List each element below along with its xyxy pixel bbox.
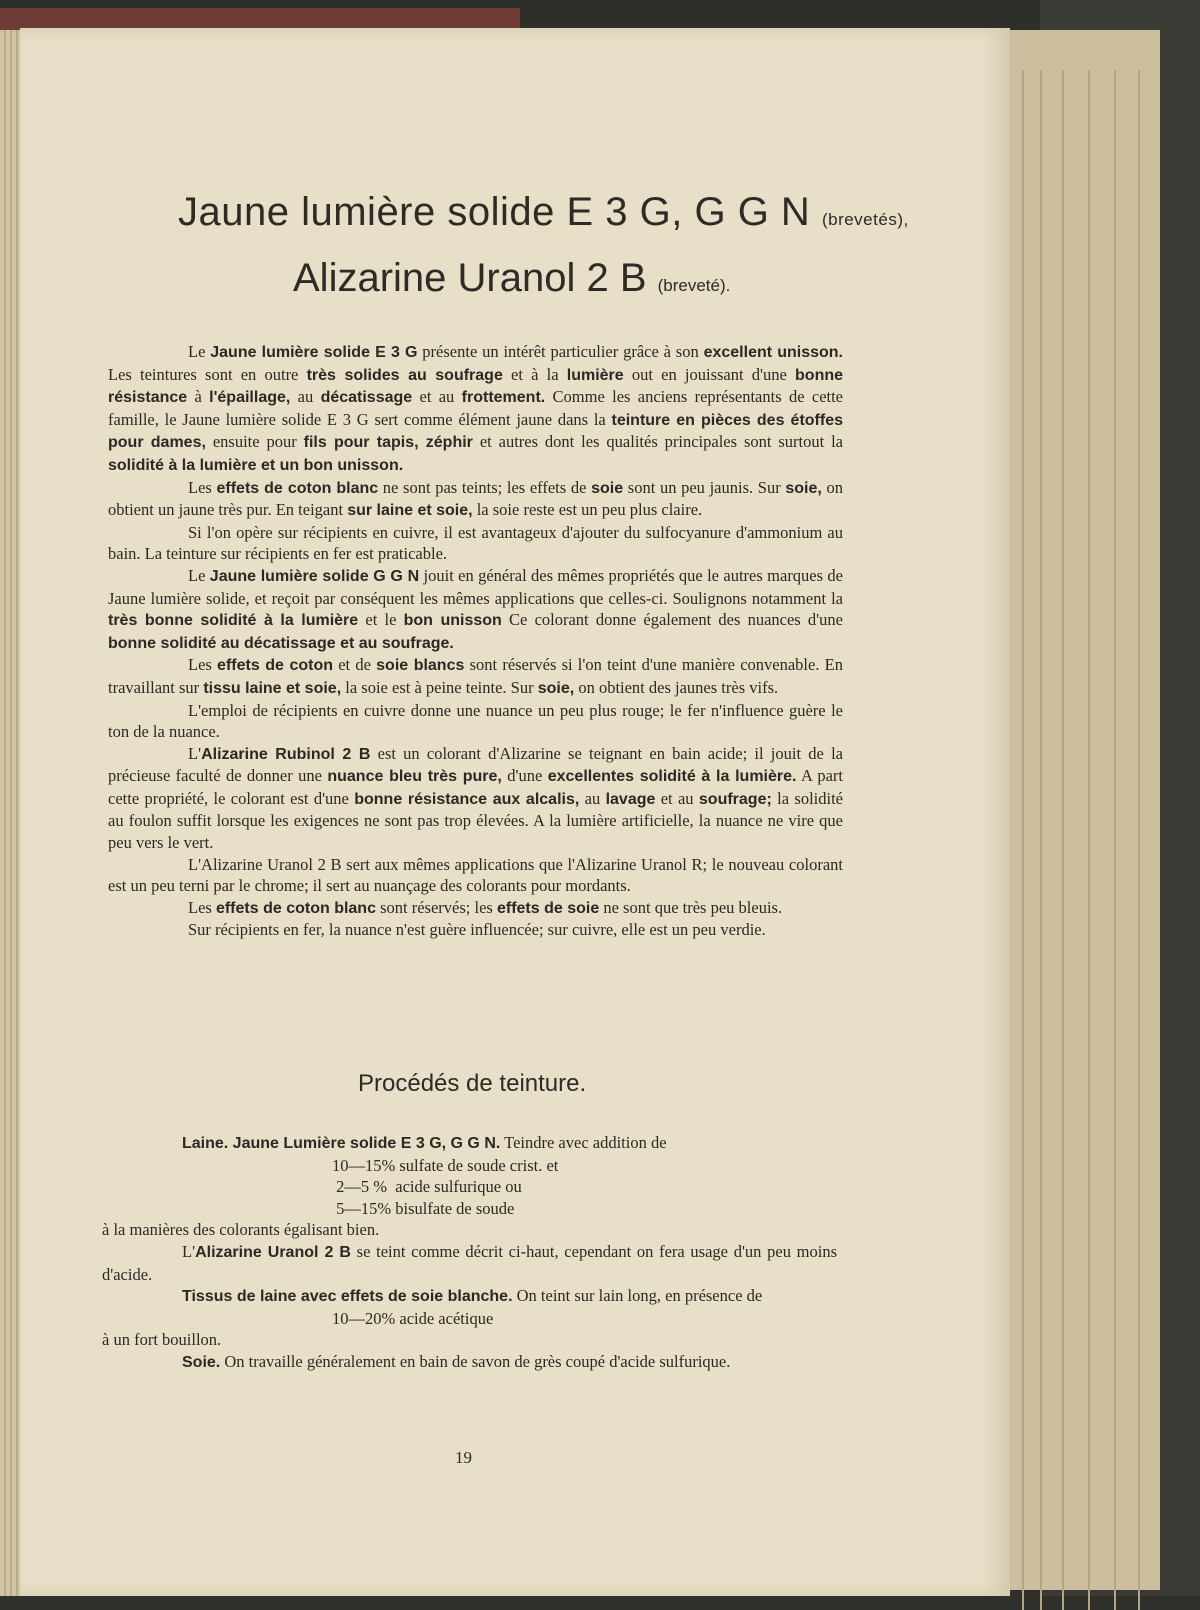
text-run: Ce colorant donne également des nuances d'une [501,610,843,630]
bold-phrase: Alizarine Rubinol 2 B [201,745,371,763]
text-run: sont un peu jaunis. Sur [623,477,786,497]
paragraph [108,565,843,654]
page-stack [1010,30,1160,1590]
title-line-1 [178,190,909,235]
bold-phrase: lumière [566,366,624,384]
recipe-line: 10—15% sulfate de soude crist. et [332,1155,559,1175]
text-run: au [290,387,321,407]
text-run: Les [188,655,218,675]
bold-phrase: excellentes solidité à la lumière. [547,768,797,786]
text-run: et de [333,655,377,675]
bold-phrase: effets de coton blanc [215,899,376,917]
title-main: Alizarine Uranol 2 B [293,256,647,300]
paragraph [102,1132,837,1155]
bold-phrase: frottement. [461,389,546,407]
bold-phrase: fils pour tapis, zéphir [303,434,473,452]
text-run: et à la [502,364,567,384]
text-run: au [579,788,606,808]
text-run: Si l'on opère sur récipients en cuivre, il est avantageux d'ajouter du sulfocyanure d'ammonium au bain. La teinture sur récipients en fer est praticable. [108,522,843,564]
paragraph: à la manières des colorants égalisant bien. [102,1220,380,1240]
paragraph [108,654,843,699]
text-run: présente un intérêt particulier grâce à son [417,342,704,361]
text-run: jouit en général des mêmes propriétés que le autres marques de Jaune lumière solide, et reçoit par conséquent les mêmes applications que celles-ci. Soulignons notamment la [108,565,844,608]
text-run: la soie reste est un peu plus claire. [472,500,703,520]
text-run: L' [182,1241,196,1261]
paragraph [108,341,843,477]
bold-phrase: Soie. [182,1353,221,1371]
bold-phrase: effets de coton blanc [216,479,379,497]
bold-phrase: soie blancs [376,657,465,675]
bold-phrase: très solides au soufrage [306,366,503,384]
bold-phrase: effets de coton [217,657,334,675]
text-run: A part cette propriété, le colorant est d'une [108,766,844,808]
page-edge [1088,70,1090,1610]
page-number: 19 [455,1448,472,1467]
paragraph [102,1285,837,1308]
page-edge [1022,70,1024,1610]
bold-phrase: l'épaillage, [209,389,291,407]
bold-phrase: bonne solidité au décatissage et au soufrage. [108,634,454,652]
procedures-text [102,1132,837,1374]
page-edge [4,30,6,1596]
left-page-edges [0,30,22,1596]
bold-phrase: excellent unisson. [703,344,844,361]
text-run: et au [412,387,462,407]
bold-phrase: effets de soie [496,899,600,917]
bold-phrase: soie, [785,479,822,497]
paragraph [108,522,843,565]
bold-phrase: solidité à la lumière et un bon unisson. [108,456,404,474]
text-run: L'Alizarine Uranol 2 B sert aux mêmes applications que l'Alizarine Uranol R; le nouveau colorant est un peu terni par le chrome; il sert au nuançage des colorants pour mordants. [108,854,843,896]
recipe-line: 2—5 % acide sulfurique ou [332,1177,522,1197]
text-run: Comme les anciens représentants de cette famille, le Jaune lumière solide E 3 G sert comme élément jaune dans la [108,387,844,429]
paragraph [102,1241,837,1285]
text-run: la solidité au foulon suffit lorsque les exigences ne sont pas trop élevées. A la lumière artificielle, la nuance ne vire que peu vers le vert. [108,788,843,853]
text-run: Le [188,565,210,585]
bold-phrase: bonne résistance [108,366,844,407]
document-page [20,28,1010,1596]
page-edge [1114,70,1116,1610]
bold-phrase: Jaune lumière solide E 3 G [210,344,418,361]
text-run: sont réservés; les [375,897,497,917]
text-run: ne sont pas teints; les effets de [378,477,592,497]
title-line-2 [293,256,893,301]
bold-phrase: lavage [605,790,656,808]
text-run: L'emploi de récipients en cuivre donne une nuance un peu plus rouge; le fer n'influence guère le ton de la nuance. [108,700,843,742]
recipe-line: 5—15% bisulfate de soude [332,1198,515,1218]
bold-phrase: décatissage [320,389,413,407]
page-edge [16,30,18,1596]
text-run: out en jouissant d'une [623,364,796,384]
page-edge [10,30,12,1596]
paragraph [108,743,843,854]
paragraph: à un fort bouillon. [102,1330,222,1350]
text-run: se teint comme décrit ci-haut, cependant on fera usage d'un peu moins d'acide. [102,1241,837,1284]
bold-phrase: Jaune lumière solide G G N [209,567,420,585]
text-run: On travaille généralement en bain de savon de grès coupé d'acide sulfurique. [220,1351,731,1371]
paragraph [108,477,843,522]
text-run: Le [188,342,211,361]
text-run: et autres dont les qualités principales sont surtout la [472,432,844,452]
text-run: Les teintures sont en outre [108,364,307,384]
text-run: à [187,387,210,407]
title-note: (breveté). [657,276,731,295]
bold-phrase: Alizarine Uranol 2 B [195,1243,351,1261]
bold-phrase: Tissus de laine avec effets de soie blanche. [182,1288,513,1306]
paragraph [108,919,843,941]
bold-phrase: soufrage; [698,790,772,808]
text-run: L' [188,743,202,763]
title-main: Jaune lumière solide E 3 G, G G N [178,190,811,234]
section-title: Procédés de teinture. [358,1070,587,1097]
bold-phrase: sur laine et soie, [347,502,473,520]
text-run: Les [188,897,216,917]
paragraph [108,897,843,920]
text-run: on obtient un jaune très pur. En teigant [108,477,844,520]
intro-text [108,341,843,941]
text-run: et le [358,610,404,630]
paragraph [108,854,843,897]
text-run: est un colorant d'Alizarine se teignant en bain acide; il jouit de la précieuse faculté de donner une [108,743,843,786]
bold-phrase: soie [591,479,624,497]
page-edge [1138,70,1140,1610]
bold-phrase: teinture en pièces des étoffes pour dames, [108,411,843,452]
text-run: ne sont que très peu bleuis. [599,897,783,917]
bold-phrase: bonne résistance aux alcalis, [354,790,580,808]
text-run: on obtient des jaunes très vifs. [574,677,779,697]
text-run: Les [188,477,217,497]
bold-phrase: bon unisson [403,612,502,630]
title-note: (brevetés), [821,210,909,229]
text-run: On teint sur lain long, en présence de [512,1286,763,1306]
text-run: Teindre avec addition de [500,1133,667,1152]
text-run: sont réservés si l'on teint d'une manière convenable. En travaillant sur [108,655,844,697]
recipe-line: 10—20% acide acétique [332,1308,494,1328]
paragraph [108,700,843,743]
bold-phrase: nuance bleu très pure, [327,768,502,786]
bold-phrase: Laine. Jaune Lumière solide E 3 G, G G N. [182,1135,501,1152]
bold-phrase: tissu laine et soie, [203,679,342,697]
text-run: la soie est à peine teinte. Sur [341,677,538,697]
text-run: d'une [501,766,548,786]
text-run: Sur récipients en fer, la nuance n'est guère influencée; sur cuivre, elle est un peu verdie. [188,920,766,940]
text-run: et au [655,788,699,808]
bold-phrase: soie, [537,679,575,697]
text-run: ensuite pour [205,432,304,452]
page-edge [1040,70,1042,1610]
bold-phrase: très bonne solidité à la lumière [108,612,359,630]
paragraph [102,1351,837,1374]
page-edge [1062,70,1064,1610]
